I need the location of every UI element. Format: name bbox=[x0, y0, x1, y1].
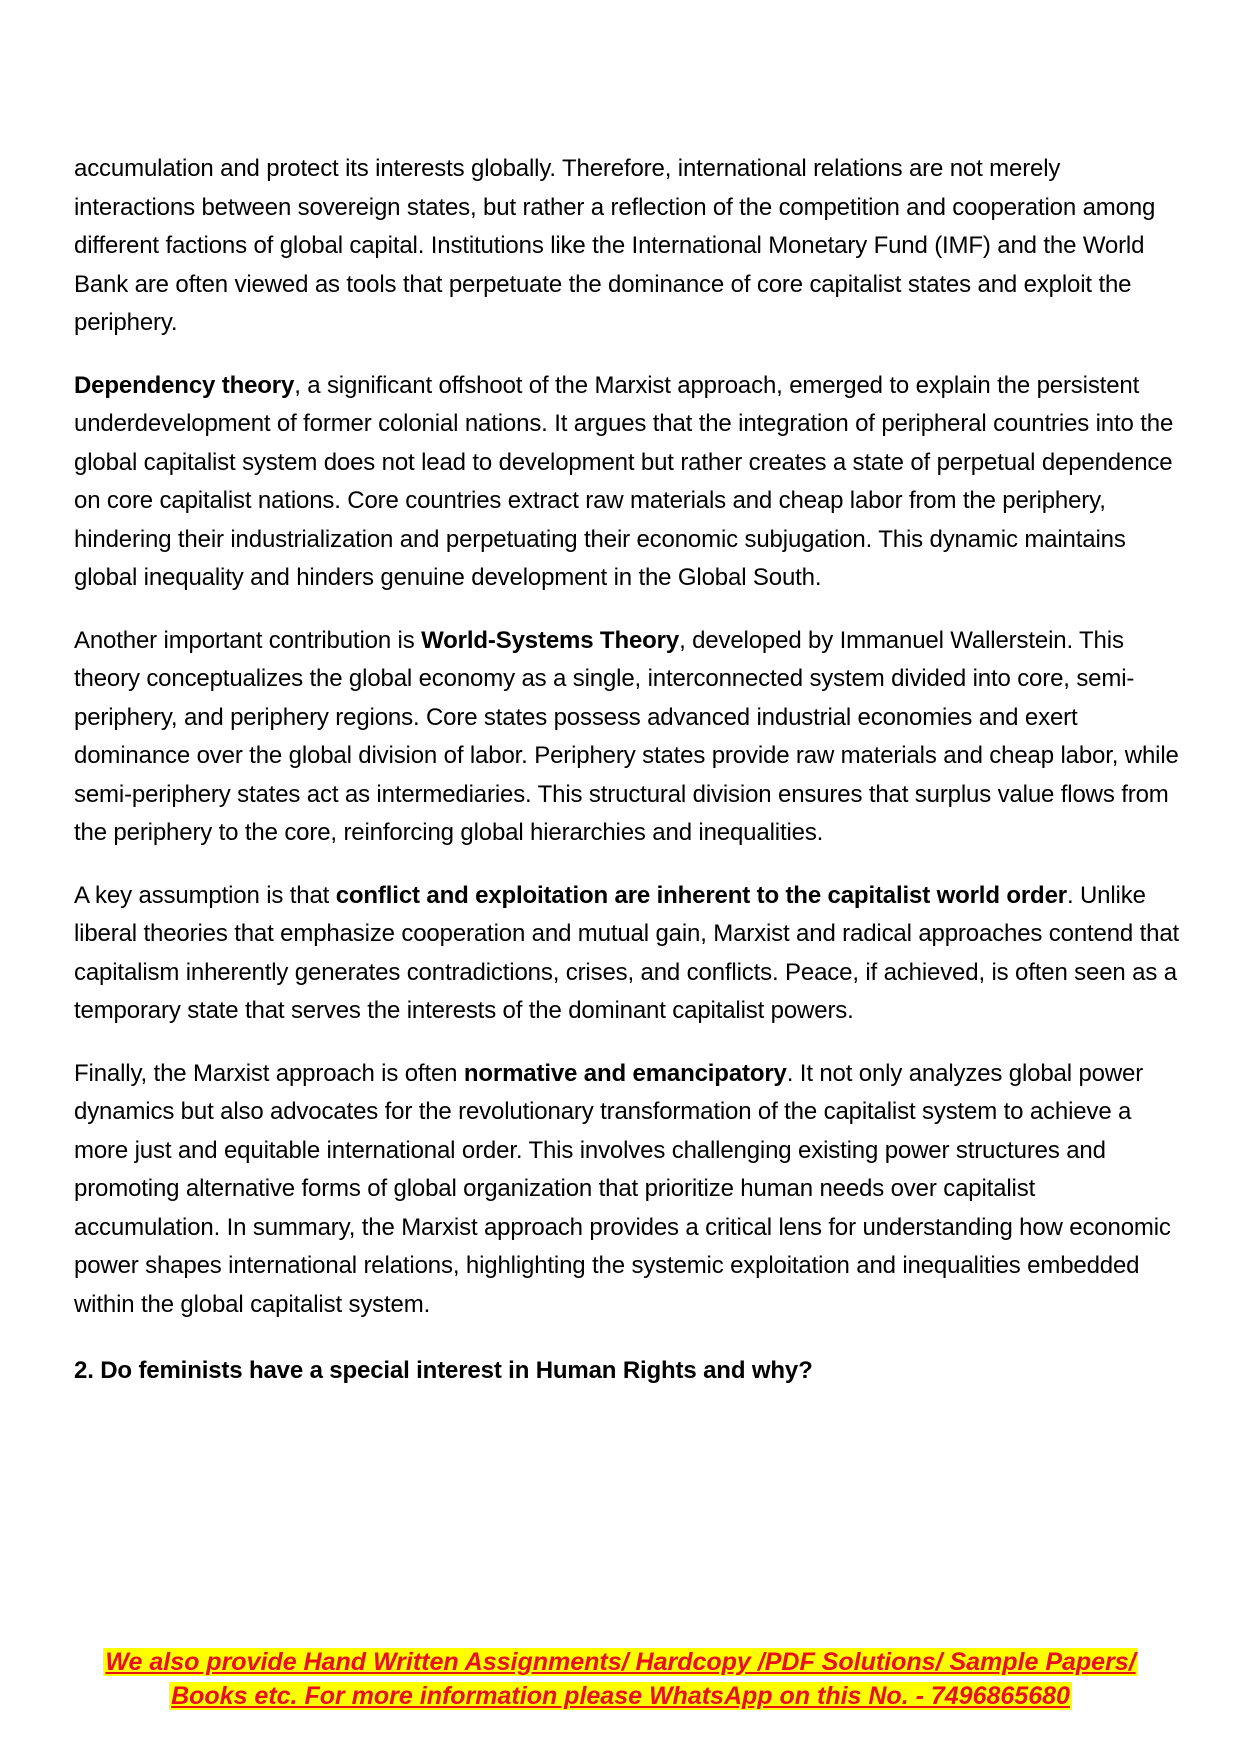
paragraph-text: , developed by Immanuel Wallerstein. This theory conceptualizes the global economy as a single, interconnected system divided into core, semi-periphery, and periphery regions. Core states possess advanced industrial economies and exert dominance over the global division of labor. Periphery states provide raw materials and cheap labor, while semi-periphery states act as intermediaries. This structural division ensures that surplus value flows from the periphery to the core, reinforcing global hierarchies and inequalities. bbox=[74, 626, 1179, 846]
bold-term-world-systems-theory: World-Systems Theory bbox=[421, 626, 680, 654]
paragraph-world-systems-theory bbox=[74, 622, 1184, 853]
bold-term-conflict-exploitation: conflict and exploitation are inherent to the capitalist world order bbox=[335, 881, 1067, 909]
paragraph-imf-world-bank bbox=[74, 150, 1184, 343]
paragraph-dependency-theory bbox=[74, 367, 1184, 598]
paragraph-text: Another important contribution is bbox=[74, 626, 422, 654]
question-heading: 2. Do feminists have a special interest in Human Rights and why? bbox=[74, 1357, 813, 1384]
paragraph-text: . It not only analyzes global power dynamics but also advocates for the revolutionary transformation of the capitalist system to achieve a more just and equitable international order. This involves challenging existing power structures and promoting alternative forms of global organization that prioritize human needs over capitalist accumulation. In summary, the Marxist approach provides a critical lens for understanding how economic power shapes international relations, highlighting the systemic exploitation and inequalities embedded within the global capitalist system. bbox=[74, 1059, 1171, 1318]
footer-advertisement bbox=[0, 1645, 1241, 1713]
paragraph-text: accumulation and protect its interests globally. Therefore, international relations are not merely interactions between sovereign states, but rather a reflection of the competition and cooperation among different factions of global capital. Institutions like the International Monetary Fund (IMF) and the World Bank are often viewed as tools that perpetuate the dominance of core capitalist states and exploit the periphery. bbox=[74, 155, 1156, 336]
bold-term-dependency-theory: Dependency theory bbox=[74, 371, 295, 399]
paragraph-text: Finally, the Marxist approach is often bbox=[74, 1059, 464, 1087]
document-body bbox=[74, 150, 1184, 1391]
paragraph-normative-emancipatory bbox=[74, 1055, 1184, 1325]
bold-term-normative-emancipatory: normative and emancipatory bbox=[463, 1059, 787, 1087]
paragraph-text: A key assumption is that bbox=[74, 881, 336, 909]
paragraph-text: . Unlike liberal theories that emphasize cooperation and mutual gain, Marxist and radical approaches contend that capitalism inherently generates contradictions, crises, and conflicts. Peace, if achieved, is often seen as a temporary state that serves the interests of the dominant capitalist powers. bbox=[74, 881, 1180, 1024]
paragraph-conflict-exploitation bbox=[74, 877, 1184, 1031]
footer-line-1: We also provide Hand Written Assignments/ Hardcopy /PDF Solutions/ Sample Papers/ bbox=[105, 1648, 1136, 1676]
paragraph-text: , a significant offshoot of the Marxist approach, emerged to explain the persistent underdevelopment of former colonial nations. It argues that the integration of peripheral countries into the global capitalist system does not lead to development but rather creates a state of perpetual dependence on core capitalist nations. Core countries extract raw materials and cheap labor from the periphery, hindering their industrialization and perpetuating their economic subjugation. This dynamic maintains global inequality and hinders genuine development in the Global South. bbox=[74, 371, 1174, 591]
footer-line-2: Books etc. For more information please WhatsApp on this No. - 7496865680 bbox=[171, 1682, 1070, 1710]
